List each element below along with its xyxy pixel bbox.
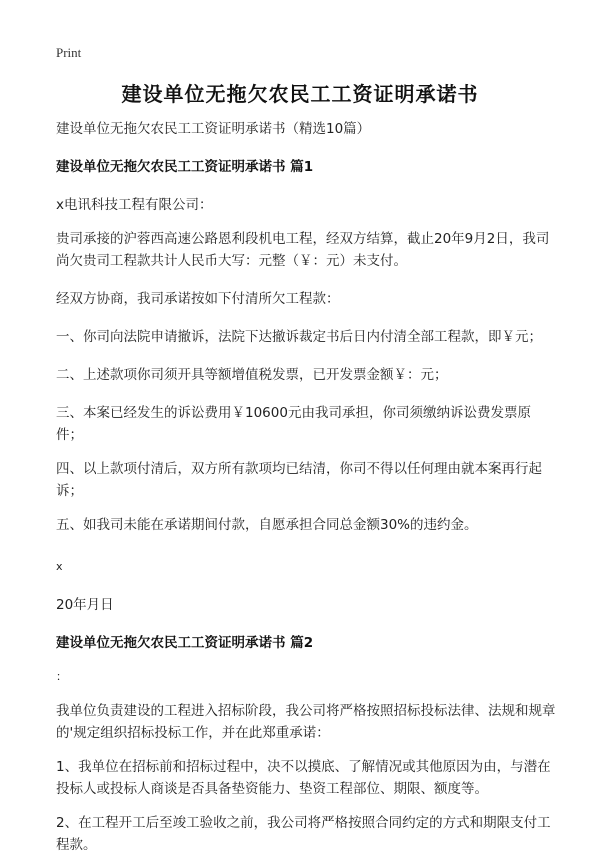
- print-link[interactable]: Print: [56, 45, 82, 60]
- list-item: 1、我单位在招标前和招标过程中，决不以摸底、了解情况或其他原因为由，与潜在投标人或投标人商谈是否具备垫资能力、垫资工程部位、期限、额度等。: [56, 759, 551, 797]
- document-body: [56, 118, 556, 856]
- addressee: x电讯科技工程有限公司：: [56, 197, 213, 213]
- paragraph: 经双方协商，我司承诺按如下付清所欠工程款：: [56, 291, 340, 307]
- list-item: 二、上述款项你司须开具等额增值税发票，已开发票金额￥：元；: [56, 367, 448, 383]
- section-heading-2: 建设单位无拖欠农民工工资证明承诺书 篇2: [56, 635, 314, 651]
- date-line: 20年月日: [56, 597, 114, 613]
- section-mark: ：: [56, 670, 67, 683]
- document-subtitle: 建设单位无拖欠农民工工资证明承诺书（精选10篇）: [56, 121, 371, 137]
- list-item: 一、你司向法院申请撤诉，法院下达撤诉裁定书后日内付清全部工程款，即￥元；: [56, 329, 542, 345]
- list-item: 五、如我司未能在承诺期间付款，自愿承担合同总金额30%的违约金。: [56, 517, 478, 533]
- paragraph: 贵司承接的沪蓉西高速公路恩利段机电工程，经双方结算，截止20年9月2日，我司尚欠贵司工程款共计人民币大写：元整（￥：元）未支付。: [56, 231, 550, 269]
- list-item: 2、在工程开工后至竣工验收之前，我公司将严格按照合同约定的方式和期限支付工程款。: [56, 815, 551, 853]
- paragraph: 我单位负责建设的工程进入招标阶段，我公司将严格按照招标投标法律、法规和规章的'规定组织招标投标工作，并在此郑重承诺：: [56, 703, 556, 741]
- page-title: 建设单位无拖欠农民工工资证明承诺书: [121, 82, 479, 106]
- list-item: 三、本案已经发生的诉讼费用￥10600元由我司承担，你司须缴纳诉讼费发票原件；: [56, 405, 531, 443]
- list-item: 四、以上款项付清后，双方所有款项均已结清，你司不得以任何理由就本案再行起诉；: [56, 461, 542, 499]
- section-heading-1: 建设单位无拖欠农民工工资证明承诺书 篇1: [56, 159, 314, 175]
- signature: x: [56, 560, 63, 573]
